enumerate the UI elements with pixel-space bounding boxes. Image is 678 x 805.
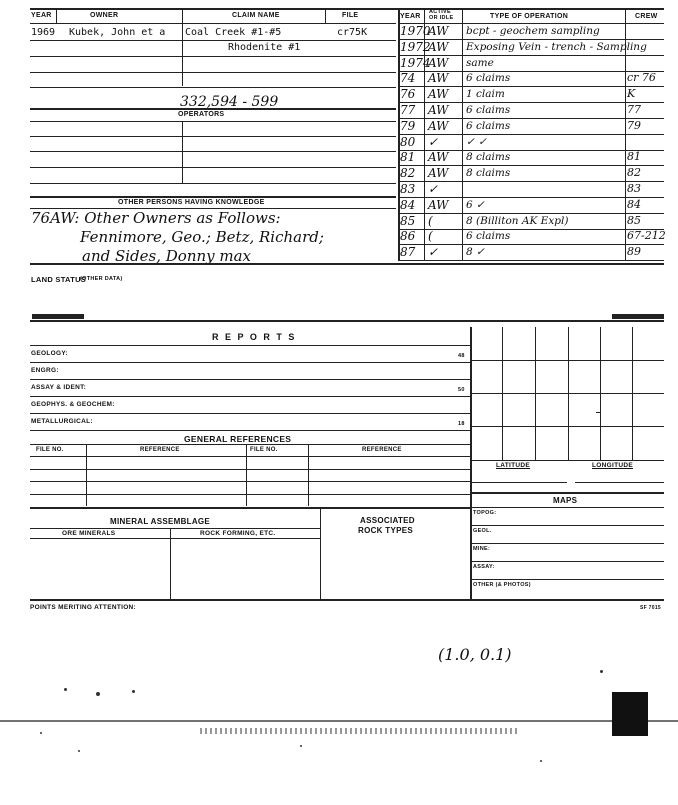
header-active: ACTIVE (429, 9, 451, 15)
col-reference-2: REFERENCE (362, 447, 402, 453)
activity-year: 77 (400, 103, 416, 117)
activity-status: ✓ (428, 135, 439, 149)
activity-operation: 6 ✓ (466, 199, 485, 211)
report-label: ENGRG: (31, 367, 59, 374)
activity-year: 86 (400, 229, 416, 243)
associated-label-2: ROCK TYPES (358, 526, 414, 535)
activity-status: AW (428, 150, 449, 164)
activity-crew: 85 (627, 214, 641, 227)
coordinate-annotation: (1.0, 0.1) (438, 645, 512, 664)
claim-year: 1969 (31, 27, 56, 38)
mineral-assemblage-title: MINERAL ASSEMBLAGE (110, 517, 211, 526)
activity-year: 87 (400, 245, 416, 259)
activity-operation: same (466, 57, 494, 69)
map-label: OTHER (& PHOTOS) (473, 582, 531, 588)
claim-name-1: Coal Creek #1-#5 (185, 27, 282, 38)
header-file: FILE (342, 12, 359, 19)
activity-status: AW (428, 24, 449, 38)
activity-status: AW (428, 119, 449, 133)
activity-year: 79 (400, 119, 416, 133)
general-references-title: GENERAL REFERENCES (184, 434, 292, 444)
report-label: ASSAY & IDENT: (31, 384, 87, 391)
scan-dark-block (612, 692, 648, 736)
col-reference-1: REFERENCE (140, 447, 180, 453)
activity-crew: 82 (627, 166, 641, 179)
activity-operation: 1 claim (466, 88, 505, 100)
activity-status: ✓ (428, 245, 439, 259)
report-number: 48 (458, 353, 465, 359)
rock-forming-label: ROCK FORMING, ETC. (200, 530, 276, 537)
activity-status: ( (428, 214, 433, 228)
activity-operation: 8 (Billiton AK Expl) (466, 215, 569, 227)
activity-operation: 8 claims (466, 151, 511, 163)
activity-crew: 77 (627, 103, 641, 116)
report-number: 18 (458, 421, 465, 427)
activity-crew: 89 (627, 245, 641, 258)
activity-status: ( (428, 229, 433, 243)
activity-year: 81 (400, 150, 416, 164)
reports-title: R E P O R T S (212, 332, 297, 342)
other-persons-line-2: Fennimore, Geo.; Betz, Richard; (80, 228, 324, 246)
report-number: 50 (458, 387, 465, 393)
activity-year: 83 (400, 182, 416, 196)
activity-status: AW (428, 71, 449, 85)
map-label: GEOL. (473, 528, 492, 534)
activity-year: 1972 (400, 40, 431, 54)
report-label: GEOPHYS. & GEOCHEM: (31, 401, 115, 408)
latitude-label: LATITUDE (496, 462, 531, 469)
activity-status: AW (428, 166, 449, 180)
land-status-sub: (OTHER DATA) (80, 276, 123, 282)
activity-crew: 81 (627, 150, 641, 163)
activity-year: 1974 (400, 56, 431, 70)
activity-status: AW (428, 198, 449, 212)
activity-operation: 6 claims (466, 120, 511, 132)
activity-operation: bcpt - geochem sampling (466, 25, 600, 37)
activity-status: AW (428, 87, 449, 101)
scan-bar-right (612, 314, 664, 319)
report-label: METALLURGICAL: (31, 418, 93, 425)
header-type-of-operation: TYPE OF OPERATION (490, 13, 569, 20)
activity-status: ✓ (428, 182, 439, 196)
activity-year: 84 (400, 198, 416, 212)
header-crew: CREW (635, 13, 658, 20)
activity-operation: Exposing Vein - trench - Sampling (466, 41, 647, 53)
operators-label: OPERATORS (178, 111, 225, 118)
points-meriting-label: POINTS MERITING ATTENTION: (30, 604, 137, 611)
report-label: GEOLOGY: (31, 350, 68, 357)
claim-file: cr75K (337, 27, 368, 38)
activity-operation: ✓ ✓ (466, 136, 487, 148)
activity-operation: 6 claims (466, 72, 511, 84)
activity-year: 76 (400, 87, 416, 101)
activity-year: 85 (400, 214, 416, 228)
activity-year: 1970 (400, 24, 431, 38)
activity-status: AW (428, 56, 449, 70)
ore-minerals-label: ORE MINERALS (62, 530, 116, 537)
scan-line (0, 720, 678, 722)
activity-crew: 79 (627, 119, 641, 132)
header-owner: OWNER (90, 12, 119, 19)
map-label: TOPOG: (473, 510, 497, 516)
other-persons-label: OTHER PERSONS HAVING KNOWLEDGE (118, 199, 265, 206)
activity-operation: 6 claims (466, 230, 511, 242)
col-file-no-2: FILE NO. (250, 447, 278, 453)
form-number: SF 7015 (640, 605, 662, 611)
activity-crew: K (627, 87, 636, 100)
activity-year: 80 (400, 135, 416, 149)
maps-title: MAPS (553, 496, 578, 505)
activity-status: AW (428, 103, 449, 117)
longitude-label: LONGITUDE (592, 462, 633, 469)
map-label: ASSAY: (473, 564, 495, 570)
header-year: YEAR (31, 12, 52, 19)
col-file-no-1: FILE NO. (36, 447, 64, 453)
activity-operation: 8 claims (466, 167, 511, 179)
activity-crew: 83 (627, 182, 641, 195)
claim-numbers: 332,594 - 599 (180, 94, 279, 110)
land-status-label: LAND STATUS (31, 275, 87, 284)
header-year-2: YEAR (400, 13, 421, 20)
scan-noise-band (200, 728, 520, 734)
scan-bar-left (32, 314, 84, 319)
activity-crew: cr 76 (627, 71, 656, 84)
activity-operation: 8 ✓ (466, 246, 485, 258)
header-claim-name: CLAIM NAME (232, 12, 280, 19)
activity-year: 82 (400, 166, 416, 180)
activity-year: 74 (400, 71, 416, 85)
activity-crew: 84 (627, 198, 641, 211)
header-or-idle: OR IDLE (429, 15, 454, 21)
map-label: MINE: (473, 546, 491, 552)
activity-crew: 67-212 (627, 229, 666, 242)
associated-label-1: ASSOCIATED (360, 516, 415, 525)
other-persons-line-3: and Sides, Donny max (82, 247, 252, 265)
activity-status: AW (428, 40, 449, 54)
claim-name-2: Rhodenite #1 (228, 42, 301, 53)
claim-owner: Kubek, John et a (69, 27, 166, 38)
other-persons-line-1: 76AW: Other Owners as Follows: (31, 209, 281, 227)
activity-operation: 6 claims (466, 104, 511, 116)
